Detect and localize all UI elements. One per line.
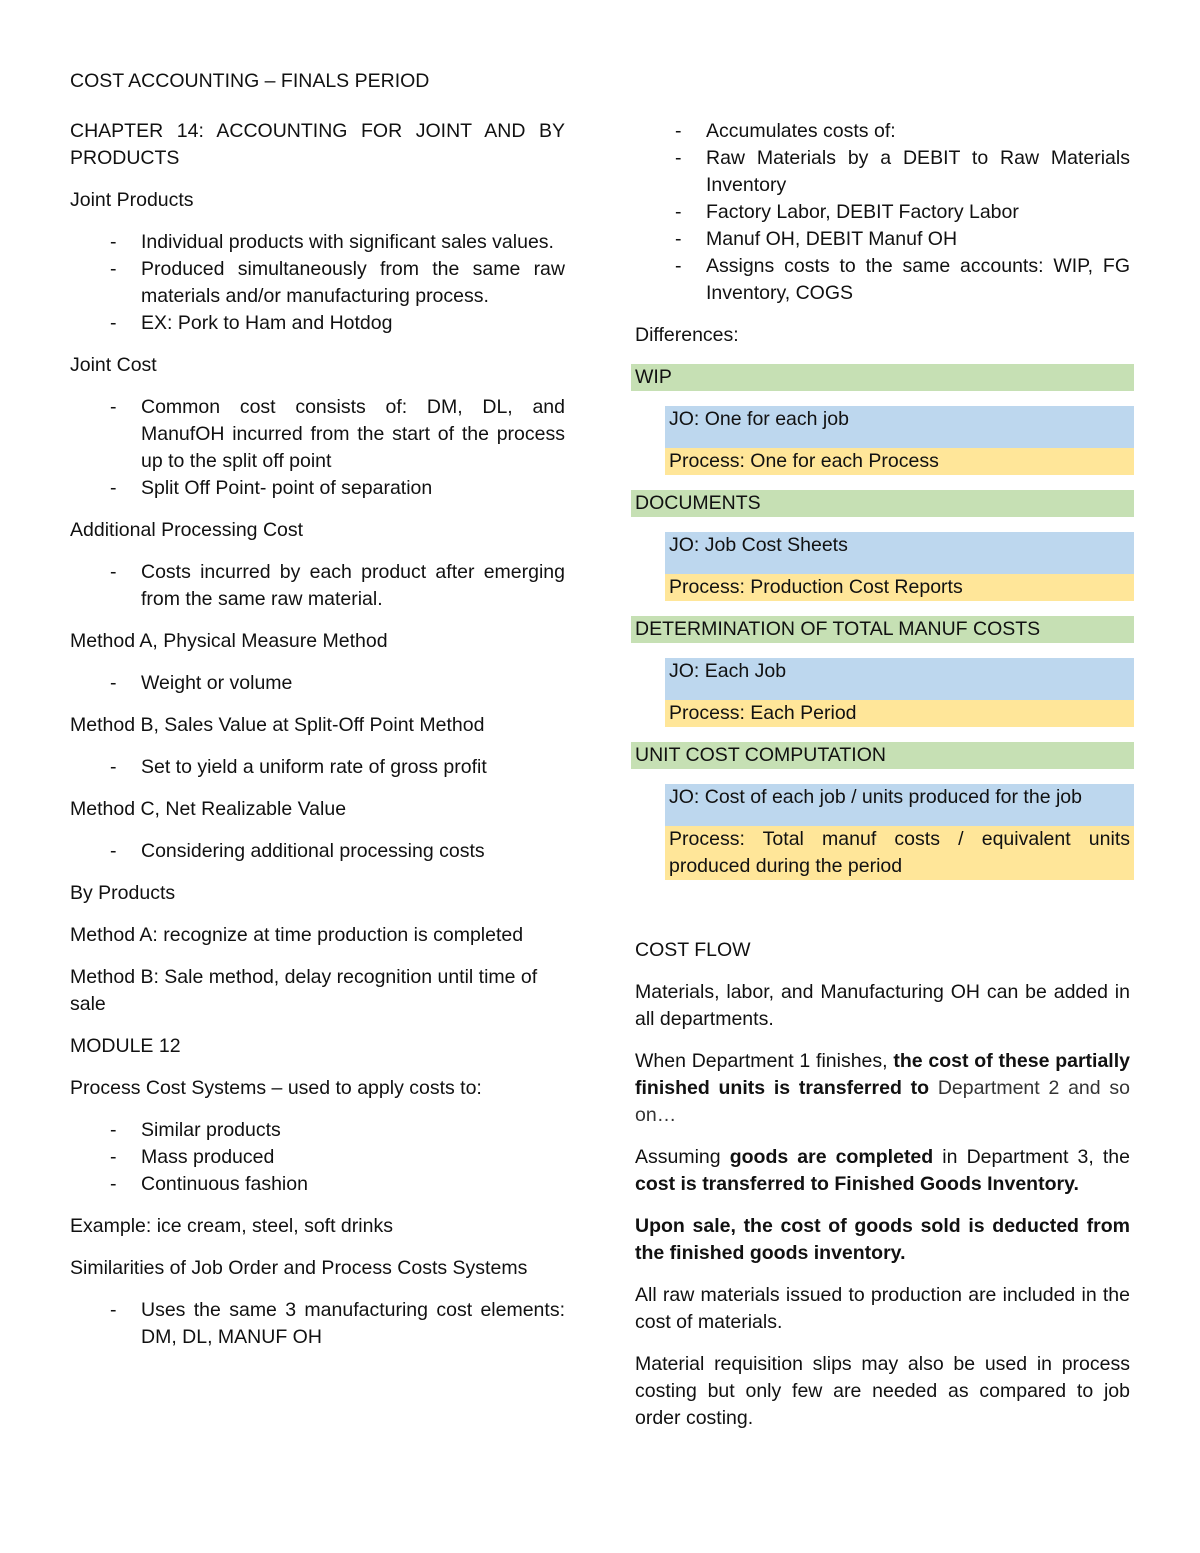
cost-flow-paragraph-1: Materials, labor, and Manufacturing OH can be added in all departments. [635,981,1130,1030]
method-a-list [70,670,565,697]
text-span: Department 2 and so on… [635,1077,1130,1126]
cost-flow-paragraph-3 [635,1144,1130,1198]
cost-flow-paragraph-5: All raw materials issued to production are included in the cost of materials. [635,1284,1130,1333]
list-item: - Accumulates costs of: [635,118,1130,145]
list-item: - Similar products [70,1117,565,1144]
list-item: - Considering additional processing costs [70,838,565,865]
bold-text: cost is transferred to Finished Goods Inventory. [635,1173,1079,1195]
list-item: - Factory Labor, DEBIT Factory Labor [635,199,1130,226]
text-span: Assuming [635,1146,730,1168]
method-c-list [70,838,565,865]
diff-process-unit-cost: Process: Total manuf costs / equivalent units produced during the period [665,826,1134,880]
list-item: - Set to yield a uniform rate of gross profit [70,754,565,781]
list-item: - EX: Pork to Ham and Hotdog [70,310,565,337]
diff-jo-wip: JO: One for each job [665,406,1134,448]
list-item: - Produced simultaneously from the same raw materials and/or manufacturing process. [70,256,565,310]
method-c-heading: Method C, Net Realizable Value [70,798,347,820]
right-column [635,118,1130,1447]
list-item: - Raw Materials by a DEBIT to Raw Materials Inventory [635,145,1130,199]
example-text: Example: ice cream, steel, soft drinks [70,1215,393,1237]
additional-processing-list [70,559,565,613]
diff-process-documents: Process: Production Cost Reports [665,574,1134,601]
diff-jo-unit-cost: JO: Cost of each job / units produced for the job [665,784,1134,826]
list-item: - Uses the same 3 manufacturing cost elements: DM, DL, MANUF OH [70,1297,565,1351]
joint-products-list [70,229,565,337]
list-item: - Manuf OH, DEBIT Manuf OH [635,226,1130,253]
chapter-heading: CHAPTER 14: ACCOUNTING FOR JOINT AND BY PRODUCTS [70,120,565,169]
diff-header-unit-cost: UNIT COST COMPUTATION [631,742,1134,769]
text-span: in Department 3, the [933,1146,1130,1168]
list-item: - Weight or volume [70,670,565,697]
bold-text: Upon sale, the cost of goods sold is deducted from the finished goods inventory. [635,1215,1130,1264]
method-b-list [70,754,565,781]
similarities-continued-list [635,118,1130,307]
joint-cost-heading: Joint Cost [70,354,157,376]
list-item: - Common cost consists of: DM, DL, and ManufOH incurred from the start of the process up to the split off point [70,394,565,475]
by-products-method-b: Method B: Sale method, delay recognition until time of sale [70,966,538,1015]
cost-flow-paragraph-2 [635,1048,1130,1129]
diff-jo-documents: JO: Job Cost Sheets [665,532,1134,574]
diff-process-wip: Process: One for each Process [665,448,1134,475]
joint-products-heading: Joint Products [70,189,194,211]
cost-flow-heading: COST FLOW [635,939,751,961]
differences-heading: Differences: [635,324,739,346]
additional-processing-heading: Additional Processing Cost [70,519,304,541]
by-products-method-a: Method A: recognize at time production is completed [70,924,524,946]
method-b-heading: Method B, Sales Value at Split-Off Point Method [70,714,485,736]
similarities-heading: Similarities of Job Order and Process Costs Systems [70,1257,528,1279]
left-column [70,118,565,1366]
similarities-list [70,1297,565,1351]
list-item: - Continuous fashion [70,1171,565,1198]
list-item: - Split Off Point- point of separation [70,475,565,502]
diff-header-determination: DETERMINATION OF TOTAL MANUF COSTS [631,616,1134,643]
process-cost-heading: Process Cost Systems – used to apply costs to: [70,1077,482,1099]
bold-text: goods are completed [729,1146,934,1168]
list-item: - Mass produced [70,1144,565,1171]
module-heading: MODULE 12 [70,1035,181,1057]
bold-text: the cost of these partially finished units is transferred to [635,1050,1130,1099]
diff-header-wip: WIP [631,364,1134,391]
text-span: When Department 1 finishes, [635,1050,894,1072]
cost-flow-paragraph-6: Material requisition slips may also be used in process costing but only few are needed as compared to job order costing. [635,1353,1130,1429]
list-item: - Assigns costs to the same accounts: WIP, FG Inventory, COGS [635,253,1130,307]
joint-cost-list [70,394,565,502]
page-title: COST ACCOUNTING – FINALS PERIOD [70,70,430,92]
diff-process-determination: Process: Each Period [665,700,1134,727]
list-item: - Costs incurred by each product after emerging from the same raw material. [70,559,565,613]
by-products-heading: By Products [70,882,176,904]
diff-header-documents: DOCUMENTS [631,490,1134,517]
list-item: - Individual products with significant sales values. [70,229,565,256]
process-cost-list [70,1117,565,1198]
cost-flow-paragraph-4 [635,1213,1130,1267]
differences-table [631,364,1134,880]
diff-jo-determination: JO: Each Job [665,658,1134,700]
method-a-heading: Method A, Physical Measure Method [70,630,388,652]
